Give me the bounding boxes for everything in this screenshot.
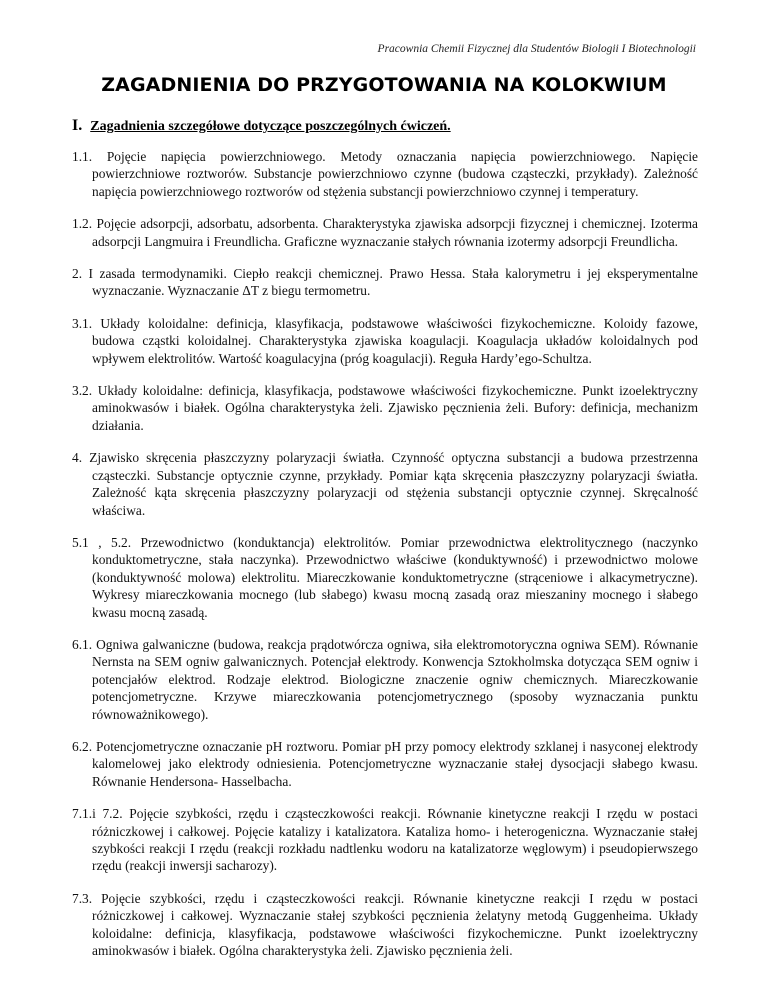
section-heading: [72, 117, 451, 135]
topic-6-2: 6.2. Potencjometryczne oznaczanie pH roztworu. Pomiar pH przy pomocy elektrody szklanej i nasyconej elektrody kalomelowej jako elektrody odniesienia. Potencjometryczne wyznaczanie stałej dysocjacji słabego kwasu. Równanie Hendersona- Hasselbacha.: [72, 738, 698, 789]
topic-1-2: 1.2. Pojęcie adsorpcji, adsorbatu, adsorbenta. Charakterystyka zjawiska adsorpcji fizycznej i chemicznej. Izoterma adsorpcji Langmuira i Freundlicha. Graficzne wyznaczanie stałych równania izotermy adsorpcji Freundlicha.: [72, 216, 698, 249]
topic-4: 4. Zjawisko skręcenia płaszczyzny polaryzacji światła. Czynność optyczna substancji a budowa przestrzenna cząsteczki. Substancje optycznie czynne, przykłady. Pomiar kąta skręcenia płaszczyzny polaryzacji światła. Zależność kąta skręcenia płaszczyzny polaryzacji od stężenia substancji optycznie czynnej. Skręcalność właściwa.: [72, 450, 698, 518]
topic-5: 5.1 , 5.2. Przewodnictwo (konduktancja) elektrolitów. Pomiar przewodnictwa elektrolitycznego (naczynko konduktometryczne, stała naczynka). Przewodnictwo właściwe (konduktywność) i przewodnictwo molowe (konduktywność molowa) elektrolitu. Miareczkowanie konduktometryczne (strąceniowe i alkacymetryczne). Wykresy miareczkowania mocnego (lub słabego) kwasu mocną zasadą oraz mieszaniny mocnego i słabego kwasu mocną zasadą.: [72, 534, 698, 620]
topic-6-1: 6.1. Ogniwa galwaniczne (budowa, reakcja prądotwórcza ogniwa, siła elektromotoryczna ogniwa SEM). Równanie Nernsta na SEM ogniw galwanicznych. Potencjał elektrody. Konwencja Sztokholmska dotycząca SEM ogniw i potencjałów elektrod. Rodzaje elektrod. Biologiczne znaczenie ogniw chemicznych. Miareczkowanie potencjometryczne. Krzywe miareczkowania potencjometrycznego (sposoby wyznaczania punktu równoważnikowego).: [72, 636, 698, 722]
topic-list: [72, 148, 698, 974]
topic-7-3: 7.3. Pojęcie szybkości, rzędu i cząsteczkowości reakcji. Równanie kinetyczne reakcji I rzędu w postaci różniczkowej i całkowej. Wyznaczanie stałej szybkości pęcznienia żelatyny metodą Guggenheima. Układy koloidalne: definicja, klasyfikacja, podstawowe właściwości fizykochemiczne. Punkt izoelektryczny aminokwasów i białek. Ogólna charakterystyka żeli. Zjawisko pęcznienia żeli.: [72, 890, 698, 959]
topic-7-1-7-2: 7.1.i 7.2. Pojęcie szybkości, rzędu i cząsteczkowości reakcji. Równanie kinetyczne reakcji I rzędu w postaci różniczkowej i całkowej. Pojęcie katalizy i katalizatora. Kataliza homo- i heterogeniczna. Wyznaczanie stałej szybkości reakcji I rzędu (reakcji rozkładu nadtlenku wodoru na katalizatorze węglowym) i pseudopierwszego rzędu (reakcji inwersji sacharozy).: [72, 806, 698, 874]
section-heading-text: Zagadnienia szczegółowe dotyczące poszczególnych ćwiczeń.: [90, 119, 451, 134]
document-title: ZAGADNIENIA DO PRZYGOTOWANIA NA KOLOKWIUM: [101, 74, 667, 96]
topic-2: 2. I zasada termodynamiki. Ciepło reakcji chemicznej. Prawo Hessa. Stała kalorymetru i jej eksperymentalne wyznaczanie. Wyznaczanie ΔT z biegu termometru.: [72, 266, 698, 299]
topic-3-2: 3.2. Układy koloidalne: definicja, klasyfikacja, podstawowe właściwości fizykochemiczne. Punkt izoelektryczny aminokwasów i białek. Ogólna charakterystyka żeli. Zjawisko pęcznienia żeli. Bufory: definicja, mechanizm działania.: [72, 383, 698, 433]
topic-3-1: 3.1. Układy koloidalne: definicja, klasyfikacja, podstawowe właściwości fizykochemiczne. Koloidy fazowe, budowa cząstki koloidalnej. Charakterystyka zjawiska koagulacji. Koagulacja układów koloidalnych pod wpływem elektrolitów. Wartość koagulacyjna (próg koagulacji). Reguła Hardy’ego-Schultza.: [72, 315, 698, 366]
topic-1-1: 1.1. Pojęcie napięcia powierzchniowego. Metody oznaczania napięcia powierzchniowego. Napięcie powierzchniowe roztworów. Substancje powierzchniowo czynne (budowa cząsteczki, przykłady). Zależność napięcia powierzchniowego roztworów od stężenia substancji powierzchniowo czynnej i temperatury.: [72, 149, 698, 199]
section-number: I.: [72, 117, 83, 134]
running-header: Pracownia Chemii Fizycznej dla Studentów Biologii I Biotechnologii: [377, 43, 696, 55]
